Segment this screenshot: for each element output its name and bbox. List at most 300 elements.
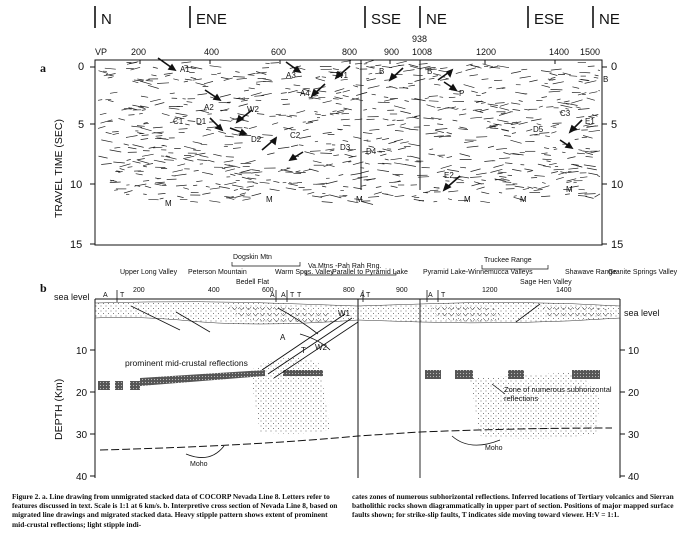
reflection-segment [112, 132, 119, 133]
reflection-segment [549, 91, 561, 92]
reflection-segment [595, 194, 601, 197]
reflection-segment [139, 113, 143, 114]
place-name: Peterson Mountain [188, 269, 247, 276]
reflection-segment [137, 126, 145, 127]
reflection-segment [128, 115, 134, 116]
reflection-segment [550, 73, 558, 75]
reflection-segment [336, 103, 342, 104]
reflection-segment [460, 154, 470, 157]
reflection-segment [455, 109, 458, 110]
reflection-segment [512, 133, 516, 134]
reflection-segment [367, 79, 376, 81]
moho-label: Moho [485, 445, 503, 452]
reflection-segment [554, 169, 565, 170]
reflection-segment [160, 198, 164, 199]
range-label: Va.Mtns -Pah Rah Rng. [308, 263, 382, 270]
reflection-segment [363, 110, 367, 111]
reflection-segment [105, 99, 111, 100]
reflection-segment [224, 182, 236, 185]
reflection-segment [408, 144, 420, 146]
reflection-segment [244, 128, 248, 129]
reflection-segment [523, 188, 529, 189]
reflection-segment [551, 77, 556, 78]
reflection-segment [158, 193, 166, 194]
reflection-segment [206, 186, 210, 187]
reflection-segment [124, 144, 129, 145]
vp-tick-label: 1400 [549, 47, 570, 57]
reflection-segment [303, 129, 309, 131]
reflection-segment [470, 75, 478, 76]
reflection-segment [187, 102, 193, 103]
reflection-segment [395, 130, 404, 131]
reflection-segment [232, 185, 243, 187]
reflection-segment [151, 75, 156, 76]
reflection-segment [113, 162, 125, 163]
reflection-segment [488, 146, 494, 148]
reflection-segment [140, 81, 152, 84]
place-names [120, 254, 678, 286]
reflection-segment [211, 74, 217, 75]
reflection-segment [200, 155, 209, 157]
reflection-segment [448, 191, 458, 192]
fault-label: A [280, 333, 286, 342]
reflection-segment [489, 87, 492, 88]
feature-label: E2 [444, 171, 454, 180]
reflection-segment [157, 183, 166, 185]
reflection-segment [589, 130, 600, 132]
reflection-segment [493, 165, 503, 168]
reflection-segment [137, 133, 143, 134]
fault-mark: A [281, 292, 286, 299]
reflection-segment [283, 182, 287, 183]
reflection-segment [313, 161, 322, 163]
reflection-segment [564, 101, 570, 102]
reflection-segment [515, 92, 526, 94]
reflection-segment [210, 188, 220, 189]
reflection-segment [196, 181, 202, 182]
reflection-segment [233, 77, 245, 78]
reflection-segment [343, 140, 349, 141]
reflection-segment [504, 135, 511, 136]
reflection-segment [561, 105, 573, 108]
reflection-segment [204, 81, 213, 83]
reflection-segment [170, 93, 175, 94]
reflection-segment [98, 126, 105, 128]
vp-tick-label: 400 [204, 47, 220, 57]
reflection-segment [435, 129, 447, 130]
fault-marks [103, 292, 446, 299]
reflection-segment [120, 164, 131, 167]
reflection-segment [538, 164, 546, 166]
reflection-segment [247, 186, 254, 187]
reflection-segment [579, 72, 590, 73]
reflection-segment [322, 186, 326, 187]
reflection-segment [387, 125, 395, 126]
reflection-segment [154, 160, 166, 162]
reflection-segment [173, 170, 183, 172]
reflection-segment [510, 140, 521, 143]
reflection-segment [427, 105, 436, 108]
depth-tick-left: 20 [76, 388, 88, 399]
reflection-segment [213, 154, 221, 156]
feature-label: W1 [336, 71, 348, 80]
y-tick-left: 0 [78, 61, 85, 73]
x-tick: 600 [262, 287, 274, 294]
reflection-segment [503, 153, 510, 155]
reflection-segment [384, 97, 388, 98]
range-label: Truckee Range [484, 257, 532, 264]
x-tick: 1400 [556, 287, 572, 294]
reflection-segment [194, 170, 199, 171]
reflection-segment [437, 107, 441, 108]
reflection-segment [110, 150, 122, 152]
reflection-segment [220, 120, 232, 121]
reflection-segment [183, 156, 194, 159]
reflection-segment [119, 119, 126, 121]
feature-label: M [464, 195, 471, 204]
reflection-segment [315, 114, 321, 115]
reflection-segment [473, 109, 482, 110]
reflection-segment [524, 169, 533, 171]
reflection-segment [316, 78, 325, 81]
reflection-segment [197, 160, 207, 161]
reflection-segment [306, 122, 313, 123]
reflection-segment [132, 81, 138, 83]
reflection-segment [567, 157, 575, 159]
reflection-segment [185, 79, 192, 80]
reflection-segment [588, 173, 598, 175]
reflection-segment [435, 130, 444, 132]
reflection-segment [487, 121, 490, 122]
reflection-segment [191, 68, 196, 69]
reflection-segment [363, 133, 372, 134]
panel-label-b: b [40, 281, 47, 295]
reflection-segment [263, 79, 272, 81]
reflection-segment [519, 122, 528, 124]
reflection-segment [460, 127, 467, 129]
depth-tick-left: 30 [76, 430, 88, 441]
reflection-segment [272, 123, 278, 125]
reflection-segment [365, 163, 370, 164]
reflection-segment [414, 116, 419, 117]
reflection-segment [234, 173, 242, 175]
reflection-segment [372, 108, 376, 109]
reflection-segment [499, 112, 511, 116]
feature-label: M [520, 195, 527, 204]
reflection-segment [184, 146, 196, 149]
reflection-segment [248, 73, 256, 75]
reflection-segment [409, 129, 419, 130]
reflection-segment [326, 181, 338, 184]
reflection-segment [108, 77, 113, 78]
reflection-segment [578, 196, 587, 197]
reflection-segment [586, 148, 590, 149]
reflection-segment [289, 115, 297, 116]
reflection-segment [191, 77, 197, 79]
fault-mark: A [270, 292, 275, 299]
reflection-segment [426, 133, 438, 134]
reflection-segment [230, 174, 235, 175]
feature-label: B [603, 75, 609, 84]
reflection-segment [398, 148, 406, 150]
reflection-segment [496, 148, 507, 149]
reflection-segment [105, 68, 116, 69]
reflection-segment [127, 159, 131, 160]
reflection-segment [447, 133, 452, 134]
reflection-segment [196, 83, 206, 86]
feature-label: P [459, 89, 465, 98]
panel-label-a: a [40, 61, 46, 75]
reflection-segment [193, 79, 202, 80]
reflection-segment [341, 119, 350, 120]
reflection-segment [361, 171, 369, 173]
reflection-segment [549, 163, 557, 165]
reflection-segment [544, 148, 549, 149]
reflection-segment [233, 148, 241, 149]
reflection-segment [538, 186, 550, 190]
reflection-segment [464, 141, 473, 143]
reflection-segment [336, 93, 341, 94]
reflection-segment [296, 111, 305, 114]
reflection-segment [470, 117, 482, 118]
reflection-segment [429, 149, 433, 150]
reflection-segment [513, 109, 521, 110]
reflection-segment [362, 202, 373, 205]
reflection-segment [101, 163, 112, 164]
reflection-segment [546, 107, 553, 108]
reflection-segment [587, 168, 597, 170]
reflection-segment [303, 169, 311, 171]
reflection-segment [440, 97, 444, 98]
reflection-segment [134, 184, 146, 186]
reflection-segment [498, 172, 506, 173]
vp-tick-label: 900 [384, 47, 400, 57]
reflection-segment [389, 86, 397, 88]
reflection-segment [251, 170, 260, 171]
reflection-segment [430, 190, 439, 191]
reflection-segment [310, 151, 321, 152]
reflection-segment [314, 111, 317, 112]
reflection-segment [330, 114, 334, 115]
reflection-segment [333, 99, 339, 100]
reflection-segment [521, 69, 527, 70]
reflection-segment [252, 193, 262, 196]
reflection-segment [459, 114, 466, 115]
reflection-segment [369, 73, 373, 74]
reflection-segment [155, 138, 166, 139]
vp-tick-label: 200 [131, 47, 147, 57]
reflection-segment [222, 168, 225, 169]
reflection-segment [394, 106, 405, 109]
reflection-segment [141, 128, 152, 131]
reflection-segment [162, 113, 170, 115]
y-axis-label: TRAVEL TIME (SEC) [53, 119, 65, 218]
y-tick-right: 0 [611, 61, 618, 73]
feature-label: W2 [247, 105, 259, 114]
reflection-segment [179, 129, 188, 130]
vp-axis [95, 34, 600, 57]
reflection-segment [405, 101, 409, 102]
reflection-segment [193, 150, 201, 151]
fault-mark: A [103, 292, 108, 299]
reflection-segment [356, 68, 359, 69]
reflection-segment [150, 99, 161, 102]
reflection-segment [587, 98, 595, 100]
reflection-segment [341, 61, 351, 63]
reflection-segment [562, 152, 565, 153]
reflection-segment [114, 190, 118, 191]
reflection-segment [433, 76, 438, 77]
azimuth-label: NE [599, 11, 620, 28]
reflection-segment [273, 181, 279, 182]
reflection-segment [128, 147, 136, 149]
reflection-segment [374, 192, 382, 194]
feature-label: D5 [533, 125, 544, 134]
reflection-segment [490, 106, 498, 108]
reflection-segment [512, 169, 521, 171]
reflection-segment [198, 94, 208, 95]
reflection-segment [583, 136, 593, 139]
reflection-segment [225, 136, 234, 137]
reflection-segment [394, 163, 406, 165]
reflection-segment [515, 186, 524, 187]
reflection-segment [281, 170, 293, 172]
reflection-segment [316, 77, 320, 78]
depth-axis-label: DEPTH (Km) [53, 378, 65, 440]
reflection-segment [320, 195, 330, 197]
feature-label: A3 [286, 71, 296, 80]
reflection-segment [164, 160, 174, 161]
reflection-segment [499, 176, 506, 177]
reflection-segment [400, 111, 411, 114]
reflection-segment [296, 171, 301, 172]
fault-mark: T [297, 292, 302, 299]
reflection-segment [368, 86, 380, 89]
azimuth-label: ENE [196, 11, 227, 28]
reflection-segment [391, 158, 402, 160]
fault-mark: T [366, 292, 371, 299]
reflection-segment [511, 103, 520, 104]
feature-label: A4 [300, 89, 310, 98]
reflection-segment [576, 107, 581, 108]
reflection-segment [343, 90, 350, 92]
reflection-segment [322, 77, 326, 78]
reflection-segment [418, 177, 429, 178]
reflection-segment [318, 97, 325, 98]
reflection-segment [439, 70, 447, 71]
reflection-segment [190, 201, 198, 202]
reflection-segment [185, 124, 189, 125]
vp-tick-label: 1500 [580, 47, 601, 57]
reflection-segment [114, 147, 120, 148]
reflection-segment [155, 103, 165, 106]
reflection-segment [240, 193, 246, 195]
vp-tick-label: 600 [271, 47, 287, 57]
reflection-segment [400, 142, 409, 144]
reflection-segment [382, 138, 389, 139]
reflection-segment [247, 189, 250, 190]
reflection-segment [382, 194, 393, 196]
reflection-segment [193, 142, 202, 144]
reflection-segment [480, 201, 490, 203]
reflection-segment [452, 107, 456, 108]
reflection-segment [441, 165, 452, 168]
reflection-segment [164, 73, 173, 74]
feature-label: A1 [180, 65, 190, 74]
reflection-segment [267, 153, 274, 155]
reflection-line-drawing [98, 60, 600, 205]
reflection-segment [440, 79, 448, 80]
reflection-segment [462, 109, 466, 110]
reflection-segment [110, 92, 117, 93]
reflection-segment [216, 184, 221, 185]
reflection-segment [143, 194, 147, 195]
place-name: Granite Springs Valley [608, 269, 678, 276]
reflection-segment [295, 76, 302, 77]
reflection-segment [271, 63, 279, 64]
reflection-segment [383, 119, 389, 120]
reflection-segment [542, 85, 550, 87]
reflection-segment [544, 155, 551, 156]
reflection-segment [155, 184, 162, 185]
reflection-segment [482, 79, 489, 80]
feature-label: A2 [204, 103, 214, 112]
reflection-segment [447, 157, 452, 158]
reflection-segment [254, 96, 264, 97]
reflection-segment [434, 84, 440, 85]
reflection-segment [134, 80, 143, 81]
reflection-segment [234, 189, 238, 190]
azimuth-label: ESE [534, 11, 565, 28]
reflection-segment [425, 98, 429, 99]
feature-label: M [266, 195, 273, 204]
reflection-segment [551, 89, 563, 90]
reflection-segment [261, 93, 271, 95]
reflection-segment [481, 180, 485, 181]
fault-mark: T [441, 292, 446, 299]
place-name: Shawave Range [565, 269, 617, 276]
reflection-segment [545, 83, 548, 84]
reflection-segment [142, 135, 149, 136]
reflection-segment [291, 145, 298, 147]
reflection-segment [356, 85, 364, 86]
reflection-segment [413, 75, 423, 76]
reflection-segment [580, 177, 587, 178]
reflection-segment [210, 66, 222, 68]
reflection-segment [541, 153, 547, 154]
reflection-segment [578, 193, 587, 194]
reflection-segment [165, 156, 176, 159]
azimuth-label: N [101, 11, 112, 28]
reflection-segment [456, 72, 462, 74]
reflection-segment [173, 79, 179, 80]
reflection-segment [499, 108, 509, 111]
reflection-segment [142, 154, 154, 156]
reflection-segment [110, 182, 121, 183]
reflection-segment [395, 196, 405, 197]
reflection-segment [253, 183, 258, 184]
reflection-segment [526, 130, 532, 132]
reflection-segment [288, 90, 298, 93]
reflection-segment [202, 193, 210, 195]
x-tick: 400 [208, 287, 220, 294]
reflection-segment [398, 65, 404, 66]
reflection-segment [221, 109, 230, 111]
reflection-segment [183, 188, 189, 190]
reflection-segment [148, 199, 158, 200]
reflection-segment [472, 184, 480, 186]
reflection-segment [237, 78, 247, 79]
